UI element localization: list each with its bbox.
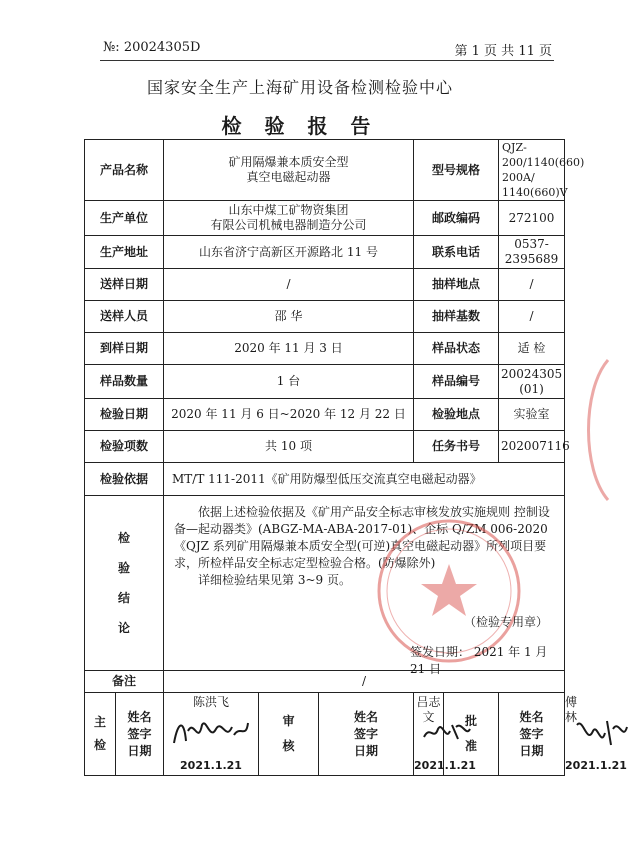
label-model: 型号规格 (414, 140, 499, 201)
role-inspector-char-2: 检 (93, 738, 106, 752)
sign-label-name: 姓名 (127, 709, 152, 724)
report-table (84, 139, 627, 776)
role-reviewer-char-2: 核 (282, 739, 295, 753)
sign-label-sign: 签字 (127, 726, 152, 741)
conclusion-char-1: 检 (117, 531, 130, 545)
label-arrival-date: 到样日期 (85, 333, 164, 365)
role-main-inspector (85, 693, 116, 775)
row-conclusion (85, 496, 565, 671)
sample-no-line2: (01) (519, 381, 544, 396)
row-manufacturer (85, 201, 565, 236)
value-test-site: 实验室 (499, 399, 565, 431)
value-phone: 0537-2395689 (499, 236, 565, 269)
header-divider (100, 60, 554, 61)
model-line2: 200A/ 1140(660)V (502, 171, 568, 199)
value-task-no: 202007116 (499, 431, 565, 463)
reviewer-label-sign: 签字 (354, 726, 379, 741)
value-manufacturer (164, 201, 414, 236)
label-delivery-date: 送样日期 (85, 269, 164, 301)
label-sample-no: 样品编号 (414, 365, 499, 399)
conclusion-char-2: 验 (117, 561, 130, 575)
label-basis: 检验依据 (85, 463, 164, 496)
value-postcode: 272100 (499, 201, 565, 236)
value-sample-state: 适 检 (499, 333, 565, 365)
label-test-items: 检验项数 (85, 431, 164, 463)
report-title: 检 验 报 告 (221, 114, 379, 138)
row-quantity (85, 365, 565, 399)
label-remarks: 备注 (85, 671, 164, 693)
role-approver-char-2: 准 (465, 739, 478, 753)
row-basis (85, 463, 565, 496)
reviewer-signature-icon (420, 711, 472, 751)
approver-label-sign: 签字 (519, 726, 544, 741)
value-remarks: / (164, 671, 565, 693)
row-product (85, 140, 565, 201)
label-sample-state: 样品状态 (414, 333, 499, 365)
conclusion-detail-note: 详细检验结果见第 3~9 页。 (198, 573, 351, 587)
sign-label-reviewer (319, 693, 414, 776)
label-test-date: 检验日期 (85, 399, 164, 431)
label-task-no: 任务书号 (414, 431, 499, 463)
product-name-line1: 矿用隔爆兼本质安全型 (228, 155, 349, 169)
conclusion-char-4: 论 (117, 621, 130, 635)
role-reviewer (259, 693, 319, 776)
organization-name: 国家安全生产上海矿用设备检测检验中心 (146, 78, 453, 97)
inspector-name: 陈洪飞 (192, 695, 229, 709)
seal-note: （检验专用章） (464, 615, 549, 629)
row-delivery (85, 269, 565, 301)
role-reviewer-char-1: 审 (282, 714, 295, 728)
conclusion-char-3: 结 (117, 591, 130, 605)
signature-main-inspector (164, 693, 259, 776)
value-basis: MT/T 111-2011《矿用防爆型低压交流真空电磁起动器》 (164, 463, 565, 496)
label-sample-site: 抽样地点 (414, 269, 499, 301)
value-sample-no (499, 365, 565, 399)
value-address: 山东省济宁高新区开源路北 11 号 (164, 236, 414, 269)
label-conclusion (85, 496, 164, 671)
approver-label-name: 姓名 (519, 709, 544, 724)
manufacturer-line2: 有限公司机械电器制造分公司 (210, 218, 367, 232)
label-sample-base: 抽样基数 (414, 301, 499, 333)
label-address: 生产地址 (85, 236, 164, 269)
label-postcode: 邮政编码 (414, 201, 499, 236)
signature-block-inspector (85, 693, 164, 776)
value-test-date: 2020 年 11 月 6 日~2020 年 12 月 22 日 (164, 399, 414, 431)
row-test-date (85, 399, 565, 431)
model-line1: QJZ-200/1140(660) (502, 141, 585, 169)
label-phone: 联系电话 (414, 236, 499, 269)
role-approver-char-1: 批 (465, 714, 478, 728)
label-sample-qty: 样品数量 (85, 365, 164, 399)
sign-label-inspector (116, 693, 164, 775)
value-sample-site: / (499, 269, 565, 301)
product-name-line2: 真空电磁起动器 (246, 170, 331, 184)
value-delivery-date: / (164, 269, 414, 301)
value-sample-base: / (499, 301, 565, 333)
signature-reviewer (414, 693, 476, 776)
value-sender: 邵 华 (164, 301, 414, 333)
inspector-signature-icon (170, 711, 252, 751)
value-model (499, 140, 585, 201)
page-edge-seal-stamp (578, 360, 608, 500)
inspector-date: 2021.1.21 (180, 759, 242, 772)
reviewer-name: 吕志文 (416, 695, 441, 724)
row-signatures: 主 检 姓名 签字 日期 陈洪飞 2021.1.21 审 核 姓名 签字 日期 吕志文 2021.1.21 批 准 姓名 签字 日期 傅林 2021.1.21 (85, 693, 565, 776)
value-arrival-date: 2020 年 11 月 3 日 (164, 333, 414, 365)
role-inspector-char-1: 主 (93, 715, 106, 729)
sign-label-approver (499, 693, 565, 776)
manufacturer-line1: 山东中煤工矿物资集团 (228, 203, 349, 217)
row-test-items (85, 431, 565, 463)
reviewer-label-name: 姓名 (354, 709, 379, 724)
label-sender: 送样人员 (85, 301, 164, 333)
approver-signature-icon (571, 711, 629, 751)
conclusion-body (164, 496, 565, 676)
value-sample-qty: 1 台 (164, 365, 414, 399)
reviewer-label-date: 日期 (354, 743, 379, 758)
label-product-name: 产品名称 (85, 140, 164, 201)
row-sender (85, 301, 565, 333)
reviewer-date: 2021.1.21 (414, 759, 476, 772)
approver-label-date: 日期 (519, 743, 544, 758)
issue-date: 签发日期： 2021 年 1 月 21 日 (410, 645, 548, 676)
row-arrival (85, 333, 565, 365)
sign-label-date: 日期 (127, 743, 152, 758)
page-indicator: 第 1 页 共 11 页 (454, 44, 552, 59)
value-product-name (164, 140, 414, 201)
value-test-items: 共 10 项 (164, 431, 414, 463)
row-address (85, 236, 565, 269)
label-manufacturer: 生产单位 (85, 201, 164, 236)
report-number: №: 20024305D (103, 40, 201, 55)
conclusion-paragraph: 依据上述检验依据及《矿用产品安全标志审核发放实施规则 控制设备—起动器类》(ABGZ-MA-ABA-2017-01)、企标 Q/ZM 006-2020《QJZ 系列矿用隔爆兼本质安全型(可逆)真空电磁起动器》所列项目要求，所检样品安全标志定型检验合格。(防爆除外) (174, 505, 550, 570)
label-test-site: 检验地点 (414, 399, 499, 431)
sample-no-line1: 20024305 (501, 366, 563, 381)
